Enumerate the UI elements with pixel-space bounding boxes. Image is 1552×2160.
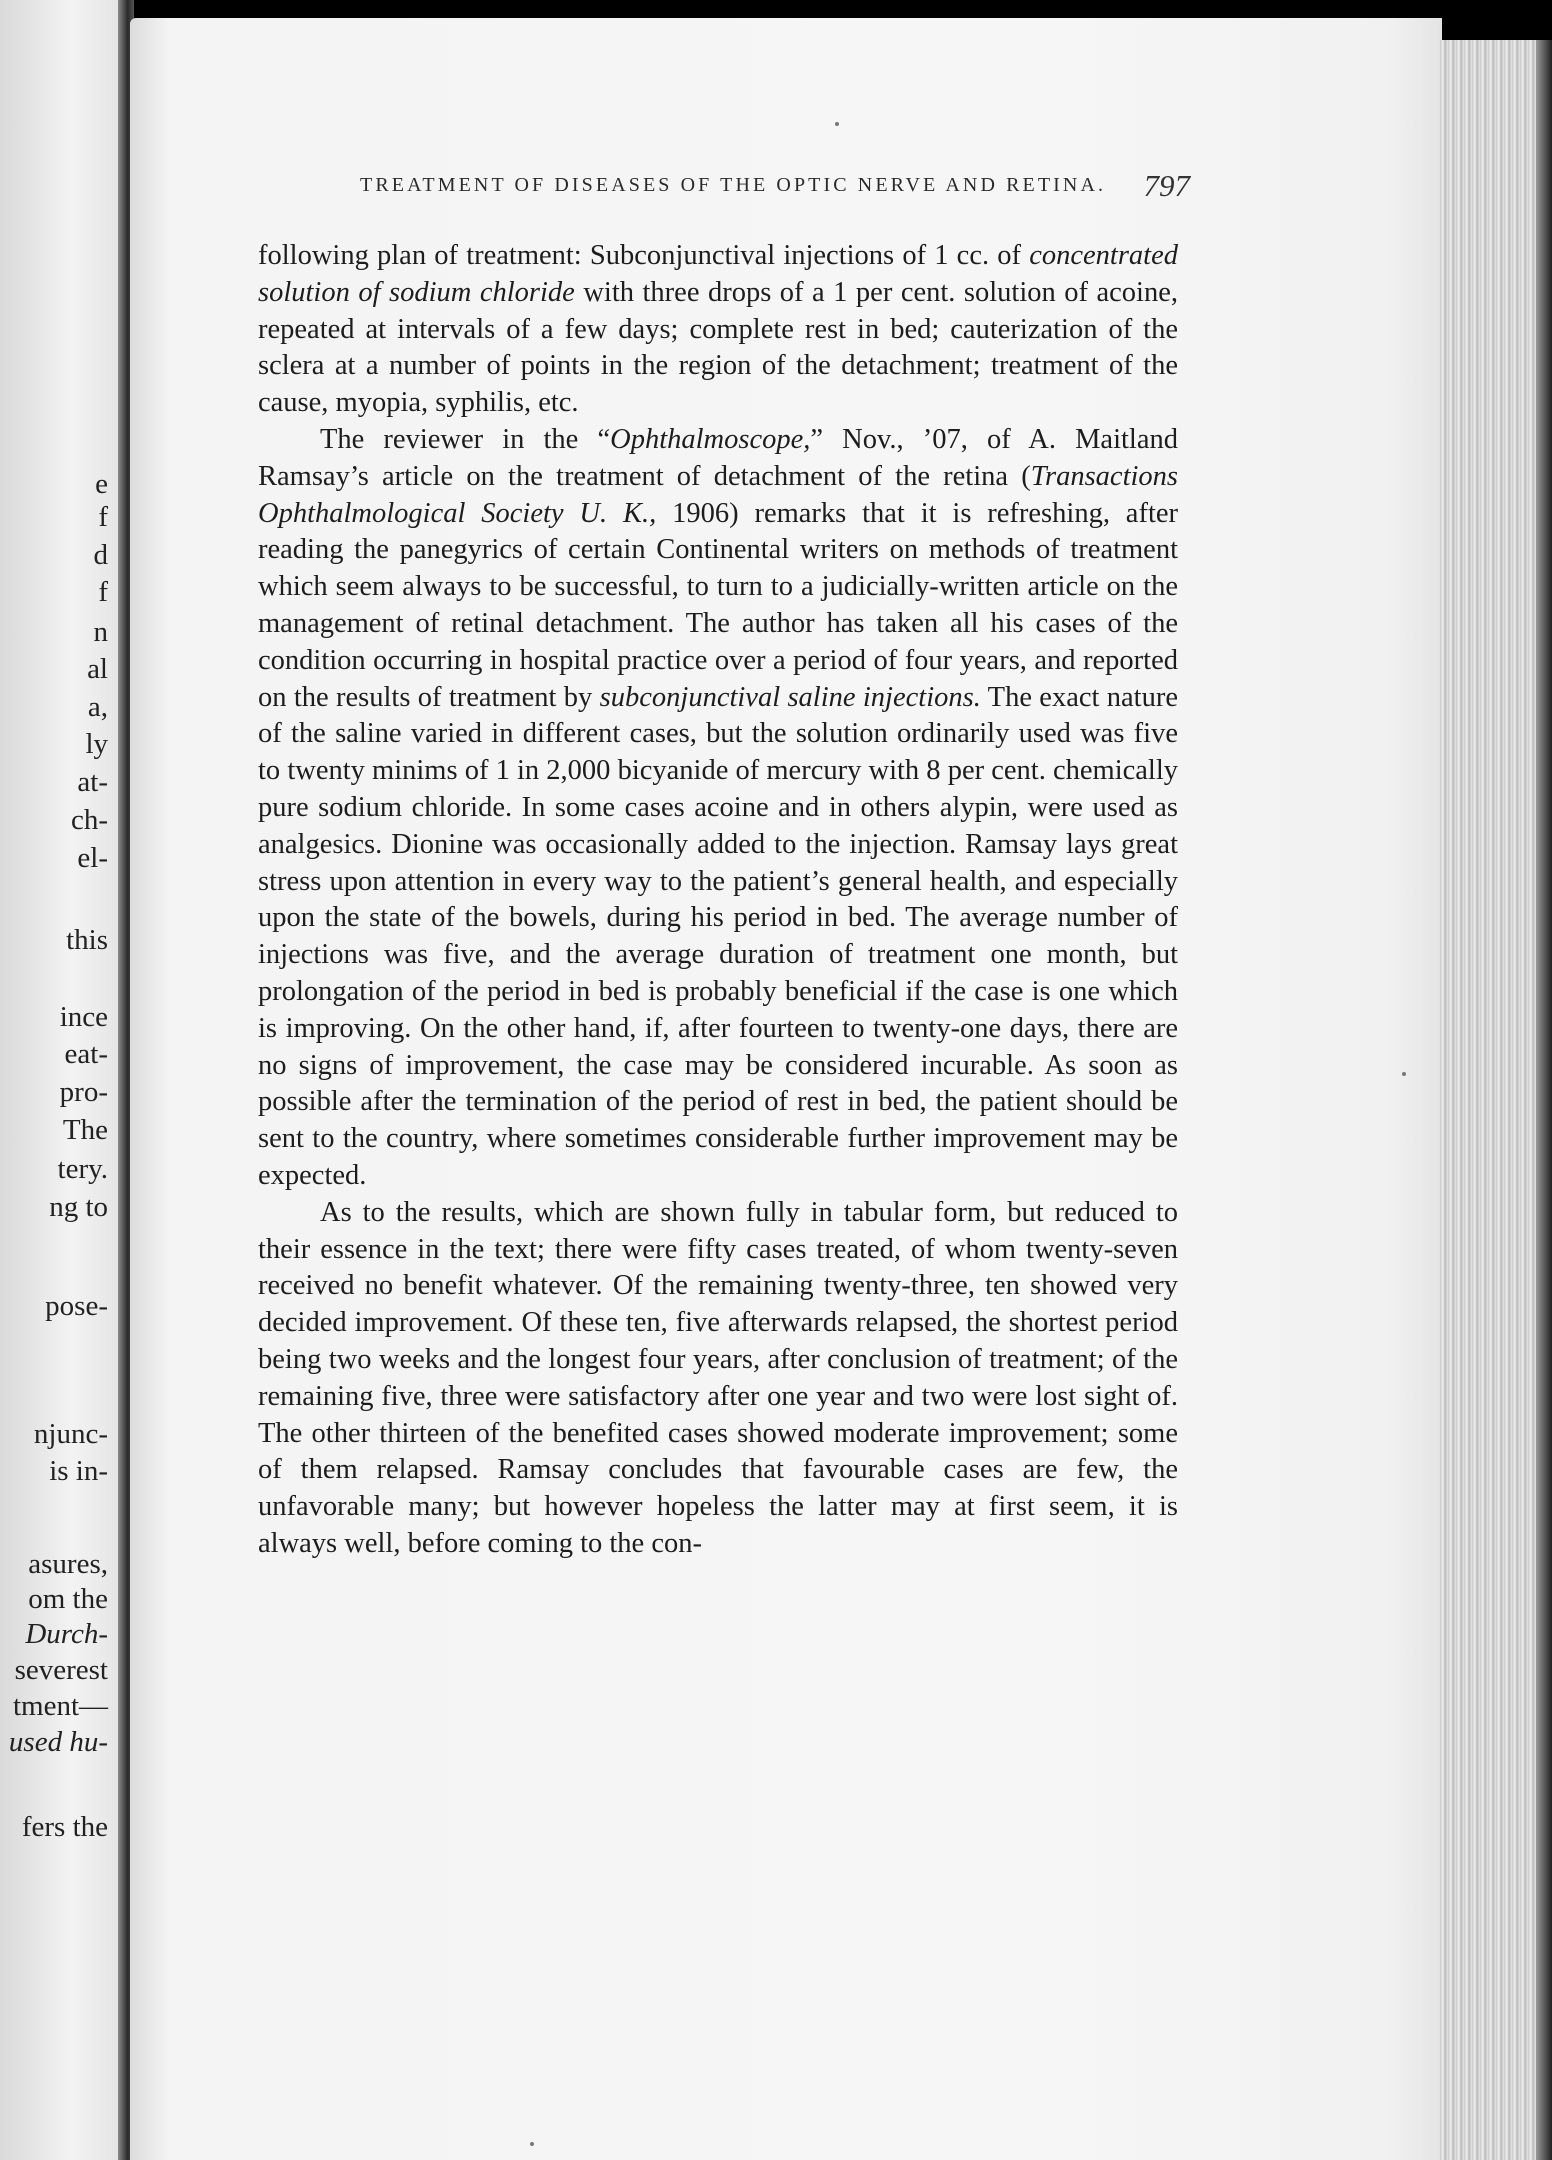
facing-page-fragment: asures, (28, 1548, 108, 1580)
paragraph: following plan of treatment: Subconjunctival injections of 1 cc. of concentrated solution of sodium chloride with three drops of a 1 per cent. solution of acoine, repeated at intervals of a few days; complete rest in bed; cauterization of the sclera at a number of points in the region of the detachment; treatment of the cause, myopia, syphilis, etc. (258, 240, 1178, 419)
speck (530, 2142, 534, 2146)
paragraph: As to the results, which are shown fully in tabular form, but reduced to their essence in the text; there were fifty cases treated, of whom twenty-seven received no benefit whatever. Of the remaining twenty-three, ten showed very decided improvement. Of these ten, five afterwards relapsed, the shortest period being two weeks and the longest four years, after conclusion of treatment; of the remaining five, three were satisfactory after one year and two were lost sight of. The other thirteen of the benefited cases showed moderate improvement; some of them relapsed. Ramsay concludes that favourable cases are few, the unfavorable many; but however hopeless the latter may at first seem, it is always well, before coming to the con- (258, 1196, 1178, 1559)
facing-page-fragment: n (93, 616, 108, 648)
running-title: TREATMENT OF DISEASES OF THE OPTIC NERVE AND RETINA. (360, 174, 1107, 196)
facing-page-fragment: severest (14, 1654, 108, 1686)
page-edges (1440, 40, 1552, 2160)
facing-page-fragment: pro- (59, 1076, 108, 1108)
facing-page-fragment: el- (77, 842, 108, 874)
speck (1402, 1072, 1406, 1076)
facing-page-fragment: al (87, 653, 108, 685)
facing-page-fragment: d (93, 539, 108, 571)
facing-page-fragment: ng to (49, 1191, 108, 1223)
facing-page-fragment: om the (28, 1583, 108, 1615)
body-text (258, 238, 1178, 1563)
facing-page-fragment: f (98, 501, 108, 533)
facing-page-fragment: a, (87, 691, 108, 723)
facing-page-fragment: njunc- (33, 1418, 108, 1450)
running-head (360, 168, 1190, 208)
facing-page-fragment: ince (59, 1001, 108, 1033)
facing-page-fragment: this (66, 924, 108, 956)
facing-page-fragment: at- (77, 766, 108, 798)
facing-page-fragment: ch- (70, 804, 108, 836)
facing-page-fragment: tment— (12, 1690, 108, 1722)
facing-page-fragment: tery. (57, 1153, 108, 1185)
facing-page-fragment: e (95, 468, 108, 500)
facing-page-fragment: The (62, 1114, 108, 1146)
facing-page-fragment: is in- (49, 1455, 108, 1487)
facing-page-fragment: used hu- (8, 1726, 108, 1758)
speck (835, 122, 839, 126)
paragraph: The reviewer in the “Ophthalmoscope,” Nov., ’07, of A. Maitland Ramsay’s article on the treatment of detachment of the retina (Transactions Ophthalmological Society U. K., 1906) remarks that it is refreshing, after reading the panegyrics of certain Continental writers on methods of treatment which seem always to be successful, to turn to a judicially-written article on the management of retinal detachment. The author has taken all his cases of the condition occurring in hospital practice over a period of four years, and reported on the results of treatment by subconjunctival saline injections. The exact nature of the saline varied in different cases, but the solution ordinarily used was five to twenty minims of 1 in 2,000 bicyanide of mercury with 8 per cent. chemically pure sodium chloride. In some cases acoine and in others alypin, were used as analgesics. Dionine was occasionally added to the injection. Ramsay lays great stress upon attention in every way to the patient’s general health, and especially upon the state of the bowels, during his period in bed. The average number of injections was five, and the average duration of treatment one month, but prolongation of the period in bed is probably beneficial if the case is one which is improving. On the other hand, if, after fourteen to twenty-one days, there are no signs of improvement, the case may be considered incurable. As soon as possible after the termination of the period of rest in bed, the patient should be sent to the country, where sometimes considerable further improvement may be expected. (258, 423, 1179, 1191)
facing-page-fragment: ly (85, 728, 108, 760)
facing-page-fragment: pose- (45, 1290, 108, 1322)
facing-page-fragment: fers the (21, 1811, 108, 1843)
facing-page-fragment: f (98, 576, 108, 608)
facing-page-fragment: Durch- (25, 1618, 108, 1650)
facing-page-fragment: eat- (64, 1038, 108, 1070)
page-number: 797 (1143, 168, 1190, 203)
facing-page (0, 0, 130, 2160)
